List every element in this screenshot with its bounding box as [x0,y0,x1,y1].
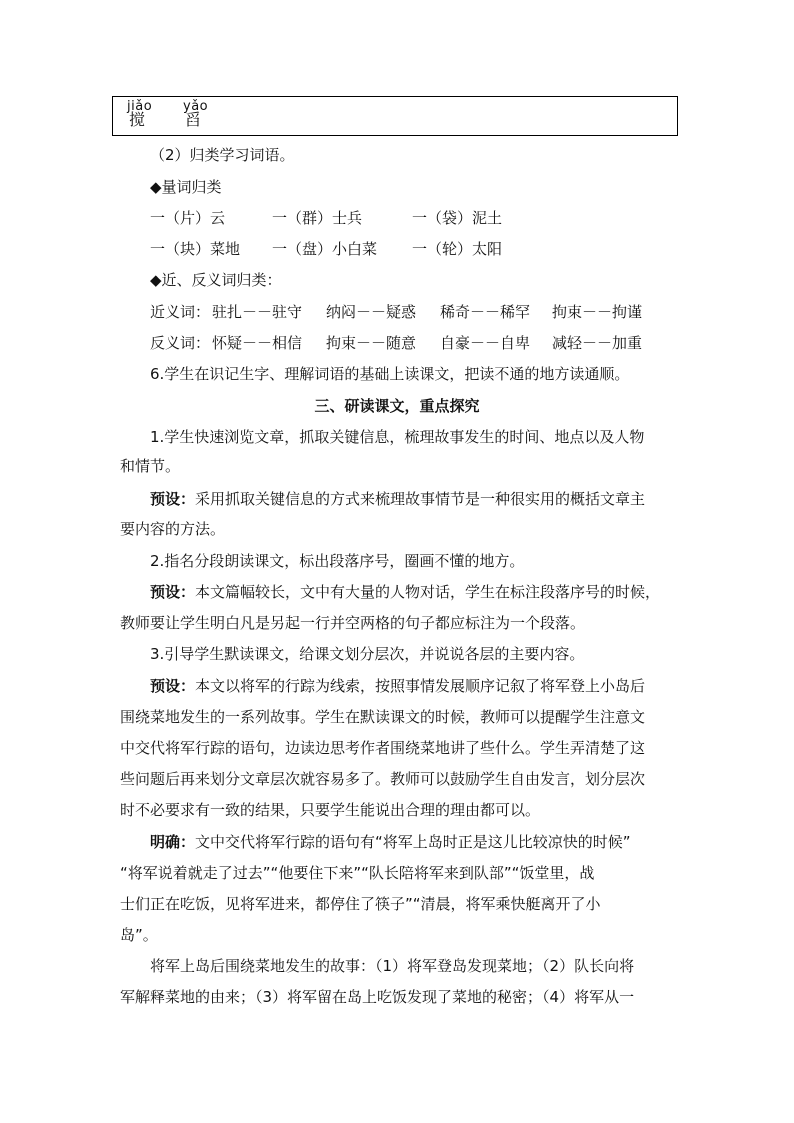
measure-word: 一（袋）泥土 [412,209,503,227]
section-title: 三、研读课文，重点探究 [314,397,480,415]
paragraph-line: 些问题后再来划分文章层次就容易多了。教师可以鼓励学生自由发言，划分层次 [120,770,646,788]
step-6: 6.学生在识记生字、理解词语的基础上读课文，把读不通的地方读通顺。 [150,365,630,383]
preset-label: 预设： [150,490,196,508]
measure-word: 一（群）士兵 [272,209,363,227]
hanzi-char: 舀 [185,110,202,129]
paragraph-line [150,831,631,853]
paragraph-text: 本文篇幅较长，文中有大量的人物对话，学生在标注段落序号的时候， [195,583,661,601]
paragraph-line: 军解释菜地的由来；（3）将军留在岛上吃饭发现了菜地的秘密；（4）将军从一 [120,988,635,1006]
pinyin-box [112,96,678,136]
paragraph-line: 要内容的方法。 [120,520,226,538]
paragraph-line [150,488,645,510]
pinyin-word [127,97,171,135]
pinyin-text: yǎo [183,99,209,114]
synonym-label: 近义词： [150,303,211,321]
paragraph-line: 中交代将军行踪的语句，边读边思考作者围绕菜地讲了些什么。学生弄清楚了这 [120,739,646,757]
paragraph-line: 3.引导学生默读课文，给课文划分层次，并说说各层的主要内容。 [150,645,585,663]
clarify-label: 明确： [150,833,196,851]
paragraph-line: 岛”。 [120,926,158,944]
antonym-pair: 自豪－－自卑 [440,334,531,352]
paragraph-line: 教师要让学生明白凡是另起一行并空两格的句子都应标注为一个段落。 [120,614,586,632]
pinyin-text: jiǎo [127,99,153,114]
synonym-pair: 稀奇－－稀罕 [440,303,531,321]
preset-label: 预设： [150,583,196,601]
paragraph-line: 1.学生快速浏览文章，抓取关键信息，梳理故事发生的时间、地点以及人物 [150,428,645,446]
paragraph-line: 将军上岛后围绕菜地发生的故事：（1）将军登岛发现菜地；（2）队长向将 [150,957,635,975]
hanzi-char: 搅 [129,110,146,129]
synonym-pair: 拘束－－拘谨 [552,303,643,321]
paragraph-text: 采用抓取关键信息的方式来梳理故事情节是一种很实用的概括文章主 [195,490,646,508]
measure-word: 一（片）云 [150,209,226,227]
antonym-pair: 拘束－－随意 [326,334,417,352]
paragraph-text: 本文以将军的行踪为线索，按照事情发展顺序记叙了将军登上小岛后 [195,677,646,695]
measure-word: 一（轮）太阳 [412,240,503,258]
synonym-pair: 纳闷－－疑惑 [326,303,417,321]
classify-heading: （2）归类学习词语。 [150,146,295,164]
paragraph-line: 2.指名分段朗读课文，标出段落序号，圈画不懂的地方。 [150,552,525,570]
antonym-pair: 怀疑－－相信 [212,334,303,352]
measure-word: 一（块）菜地 [150,240,241,258]
preset-label: 预设： [150,677,196,695]
synonym-heading: ◆近、反义词归类： [150,271,282,289]
antonym-pair: 减轻－－加重 [552,334,643,352]
paragraph-line [150,581,660,603]
paragraph-line: 和情节。 [120,457,181,475]
antonym-label: 反义词： [150,334,211,352]
measure-word: 一（盘）小白菜 [272,240,378,258]
pinyin-word [183,97,227,135]
paragraph-line [150,675,645,697]
paragraph-line: 时不必要求有一致的结果，只要学生能说出合理的理由都可以。 [120,801,541,819]
synonym-pair: 驻扎－－驻守 [212,303,303,321]
paragraph-text: 文中交代将军行踪的语句有“将军上岛时正是这儿比较凉快的时候” [195,833,631,851]
paragraph-line: 围绕菜地发生的一系列故事。学生在默读课文的时候，教师可以提醒学生注意文 [120,708,646,726]
paragraph-line: “将军说着就走了过去”“他要住下来”“队长陪将军来到队部”“饭堂里，战 [120,864,595,882]
paragraph-line: 士们正在吃饭，见将军进来，都停住了筷子”“清晨，将军乘快艇离开了小 [120,895,601,913]
measure-heading: ◆量词归类 [150,178,222,196]
